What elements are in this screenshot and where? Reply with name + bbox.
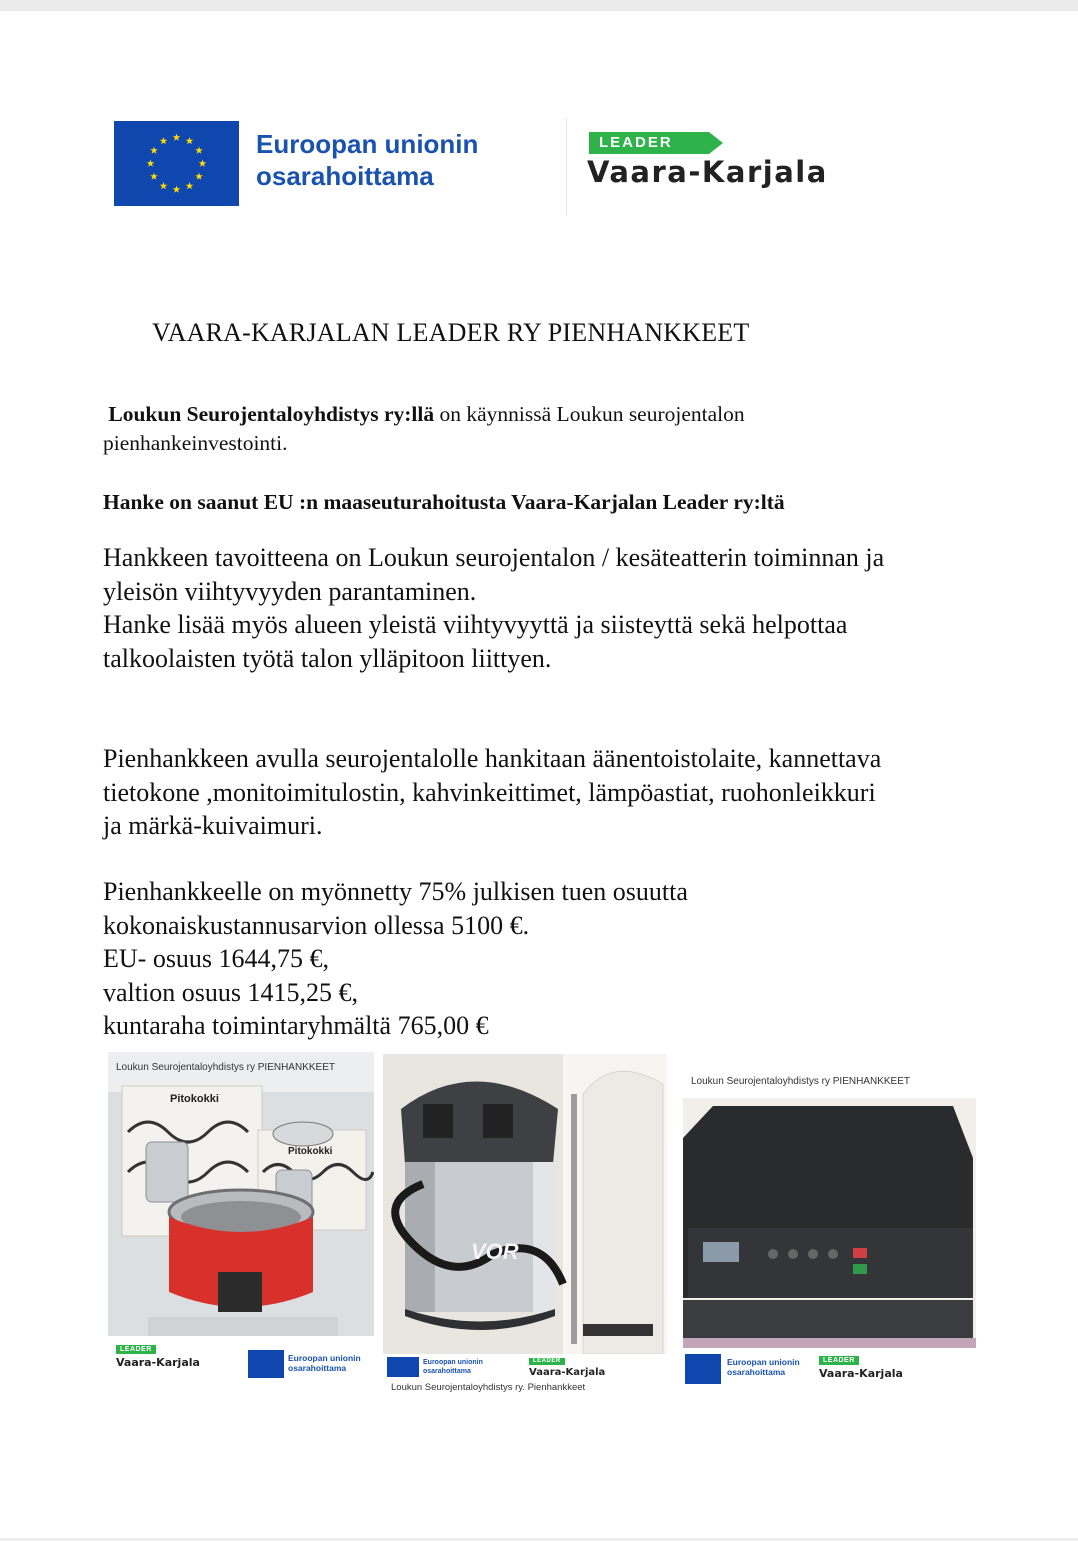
intro-paragraph [103,400,745,458]
photo-vacuum [383,1054,667,1398]
goal-line: yleisön viihtyvyyden parantaminen. [103,576,477,606]
product-box-label: Pitokokki [288,1146,333,1157]
mini-eu-text [423,1358,483,1376]
budget-line: Pienhankkeelle on myönnetty 75% julkisen tuen osuutta [103,877,688,906]
page-title: VAARA-KARJALAN LEADER RY PIENHANKKEET [152,318,750,347]
eu-star-icon [160,137,168,144]
photo-caption: Loukun Seurojentaloyhdistys ry. Pienhankkeet [391,1382,586,1393]
mini-eu-text-line2: osarahoittama [288,1363,347,1373]
mini-eu-flag-icon [248,1350,284,1378]
eu-star-icon [160,182,168,189]
eu-star-icon [147,160,155,167]
eu-funding-text [256,128,478,192]
mini-leader-badge: LEADER [116,1345,156,1354]
mini-eu-text-line1: Euroopan unionin [288,1353,361,1363]
purchases-line: Pienhankkeen avulla seurojentalolle hankitaan äänentoistolaite, kannettava [103,744,882,773]
mini-vaara-karjala-logo: Vaara-Karjala [529,1367,606,1378]
eu-star-icon [150,147,158,154]
mini-leader-badge: LEADER [819,1356,859,1365]
leader-badge [589,132,723,154]
eu-star-icon [195,147,203,154]
budget-paragraph [103,875,688,1043]
mini-eu-flag-icon [685,1354,721,1384]
photo-caption: Loukun Seurojentaloyhdistys ry PIENHANKKEET [691,1076,910,1087]
mini-eu-text-line1: Euroopan unionin [727,1357,800,1367]
goal-line: Hankkeen tavoitteena on Loukun seurojentalon / kesäteatterin toiminnan ja [103,543,885,572]
mini-vaara-karjala-logo: Vaara-Karjala [116,1356,200,1369]
product-box-label: Pitokokki [170,1093,219,1105]
funding-note: Hanke on saanut EU :n maaseuturahoitusta Vaara-Karjalan Leader ry:ltä [103,490,785,514]
budget-line: valtion osuus 1415,25 €, [103,977,358,1007]
photo-coffee-makers [108,1052,374,1384]
mini-eu-text-line2: osarahoittama [727,1367,786,1377]
leader-badge-label: LEADER [599,134,673,151]
mini-eu-text-line2: osarahoittama [423,1368,471,1375]
intro-text-2: pienhankeinvestointi. [103,431,288,455]
mini-leader-badge: LEADER [529,1358,565,1365]
organization-name: Loukun Seurojentaloyhdistys ry:llä [108,402,435,426]
eu-star-icon [195,173,203,180]
mini-eu-text [727,1357,800,1377]
eu-star-icon [150,173,158,180]
eu-text-line2: osarahoittama [256,161,434,191]
mini-eu-text [288,1353,361,1373]
purchases-line: ja märkä-kuivaimuri. [103,811,323,840]
logo-divider [566,118,567,216]
goal-paragraph [103,541,884,675]
eu-star-icon [186,182,194,189]
intro-text-1: on käynnissä Loukun seurojentalon [434,402,745,426]
top-bar [0,0,1078,11]
eu-flag-icon [114,121,239,206]
eu-star-icon [173,186,181,193]
vacuum-brand: VOR [471,1239,519,1264]
mini-vaara-karjala-logo: Vaara-Karjala [819,1367,903,1380]
goal-line: Hanke lisää myös alueen yleistä viihtyvyyttä ja siisteyttä sekä helpottaa [103,610,848,639]
purchases-paragraph [103,742,881,843]
purchases-line: tietokone ,monitoimitulostin, kahvinkeittimet, lämpöastiat, ruohonleikkuri [103,777,876,807]
mini-eu-text-line1: Euroopan unionin [423,1359,483,1366]
budget-line: kokonaiskustannusarvion ollessa 5100 €. [103,910,530,940]
vaara-karjala-logo-text: Vaara-Karjala [587,155,828,189]
eu-star-icon [199,160,207,167]
eu-star-icon [186,137,194,144]
eu-text-line1: Euroopan unionin [256,129,479,159]
goal-line: talkoolaisten työtä talon ylläpitoon liittyen. [103,643,552,673]
budget-line: EU- osuus 1644,75 €, [103,944,330,973]
eu-star-icon [173,134,181,141]
budget-line: kuntaraha toimintaryhmältä 765,00 € [103,1011,489,1040]
photo-caption: Loukun Seurojentaloyhdistys ry PIENHANKKEET [116,1062,335,1073]
mini-eu-flag-icon [387,1357,419,1377]
photo-printer [683,1068,976,1392]
